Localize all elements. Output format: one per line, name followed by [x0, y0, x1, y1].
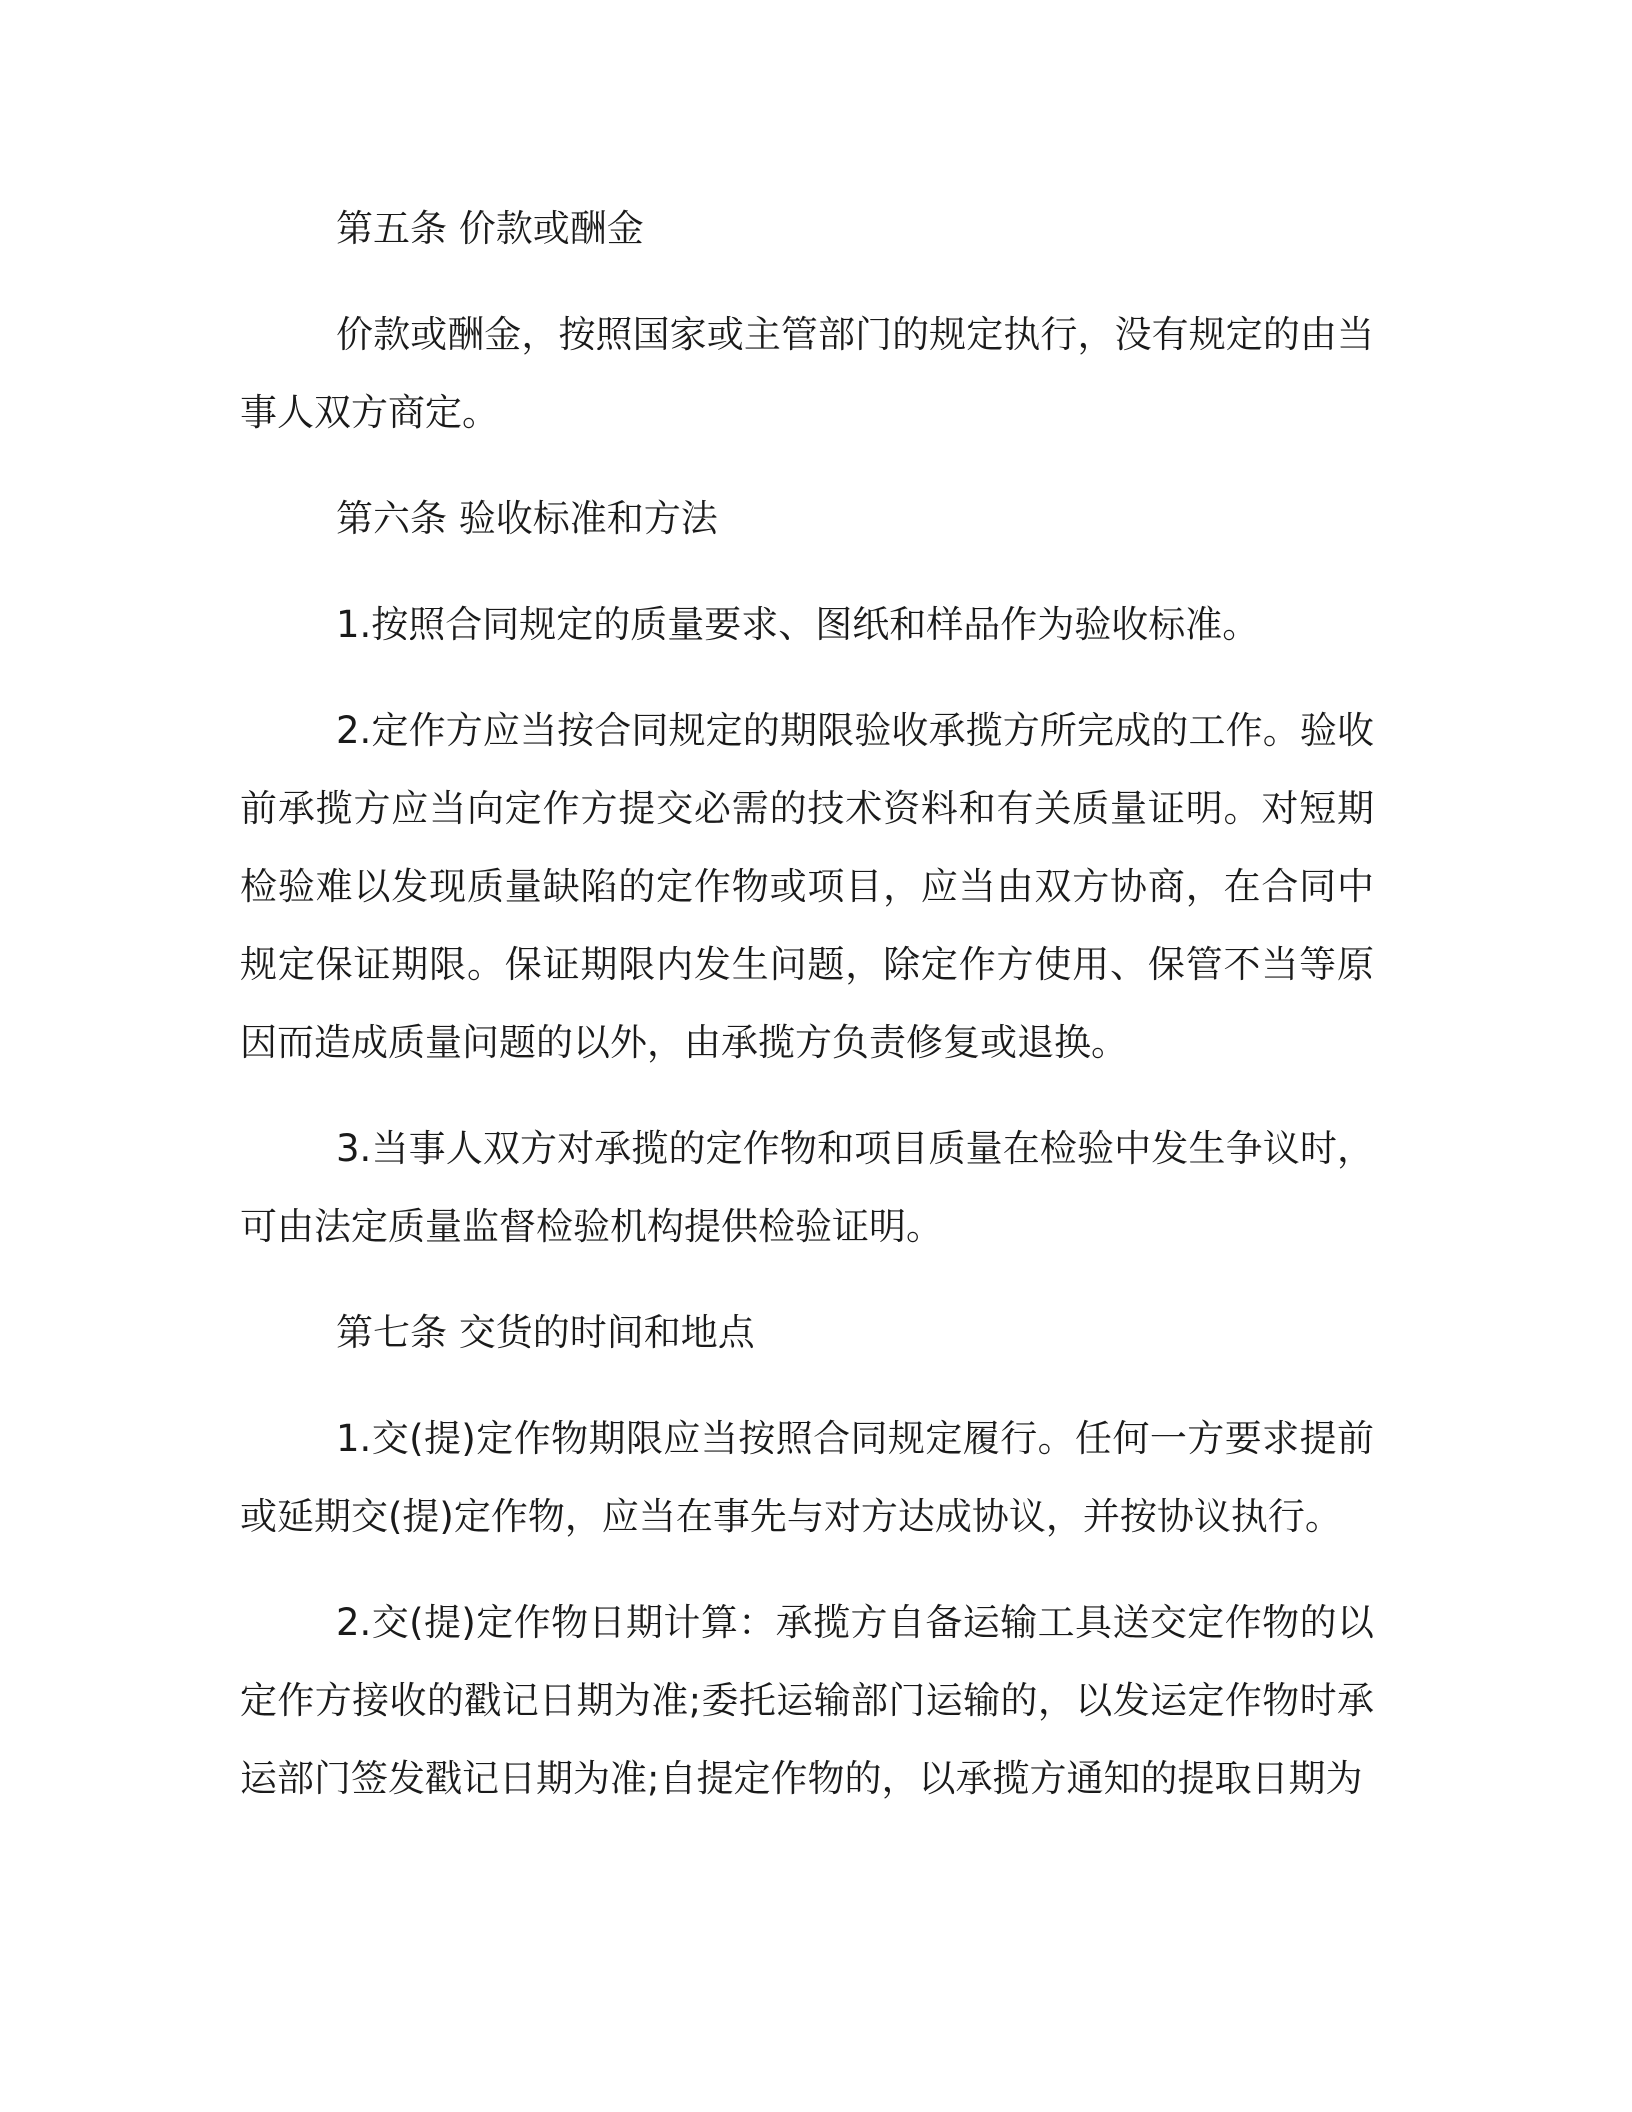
- article-6-item-3: 3.当事人双方对承揽的定作物和项目质量在检验中发生争议时，可由法定质量监督检验机构提供检验证明。: [240, 1127, 1374, 1248]
- article-7-heading: 第七条 交货的时间和地点: [336, 1311, 755, 1354]
- article-6-heading: 第六条 验收标准和方法: [336, 497, 718, 540]
- article-5-paragraph: 价款或酬金，按照国家或主管部门的规定执行，没有规定的由当事人双方商定。: [240, 313, 1374, 434]
- article-6-item-2: 2.定作方应当按合同规定的期限验收承揽方所完成的工作。验收前承揽方应当向定作方提交必需的技术资料和有关质量证明。对短期检验难以发现质量缺陷的定作物或项目，应当由双方协商，在合同中规定保证期限。保证期限内发生问题，除定作方使用、保管不当等原因而造成质量问题的以外，由承揽方负责修复或退换。: [240, 709, 1374, 1064]
- article-5-heading: 第五条 价款或酬金: [336, 207, 644, 250]
- document-body: [240, 190, 1374, 1846]
- article-7-item-2: 2.交(提)定作物日期计算：承揽方自备运输工具送交定作物的以定作方接收的戳记日期为准;委托运输部门运输的，以发运定作物时承运部门签发戳记日期为准;自提定作物的，以承揽方通知的提取日期为: [240, 1601, 1374, 1800]
- article-7-item-1: 1.交(提)定作物期限应当按照合同规定履行。任何一方要求提前或延期交(提)定作物，应当在事先与对方达成协议，并按协议执行。: [240, 1417, 1374, 1538]
- article-6-item-1: 1.按照合同规定的质量要求、图纸和样品作为验收标准。: [336, 603, 1260, 646]
